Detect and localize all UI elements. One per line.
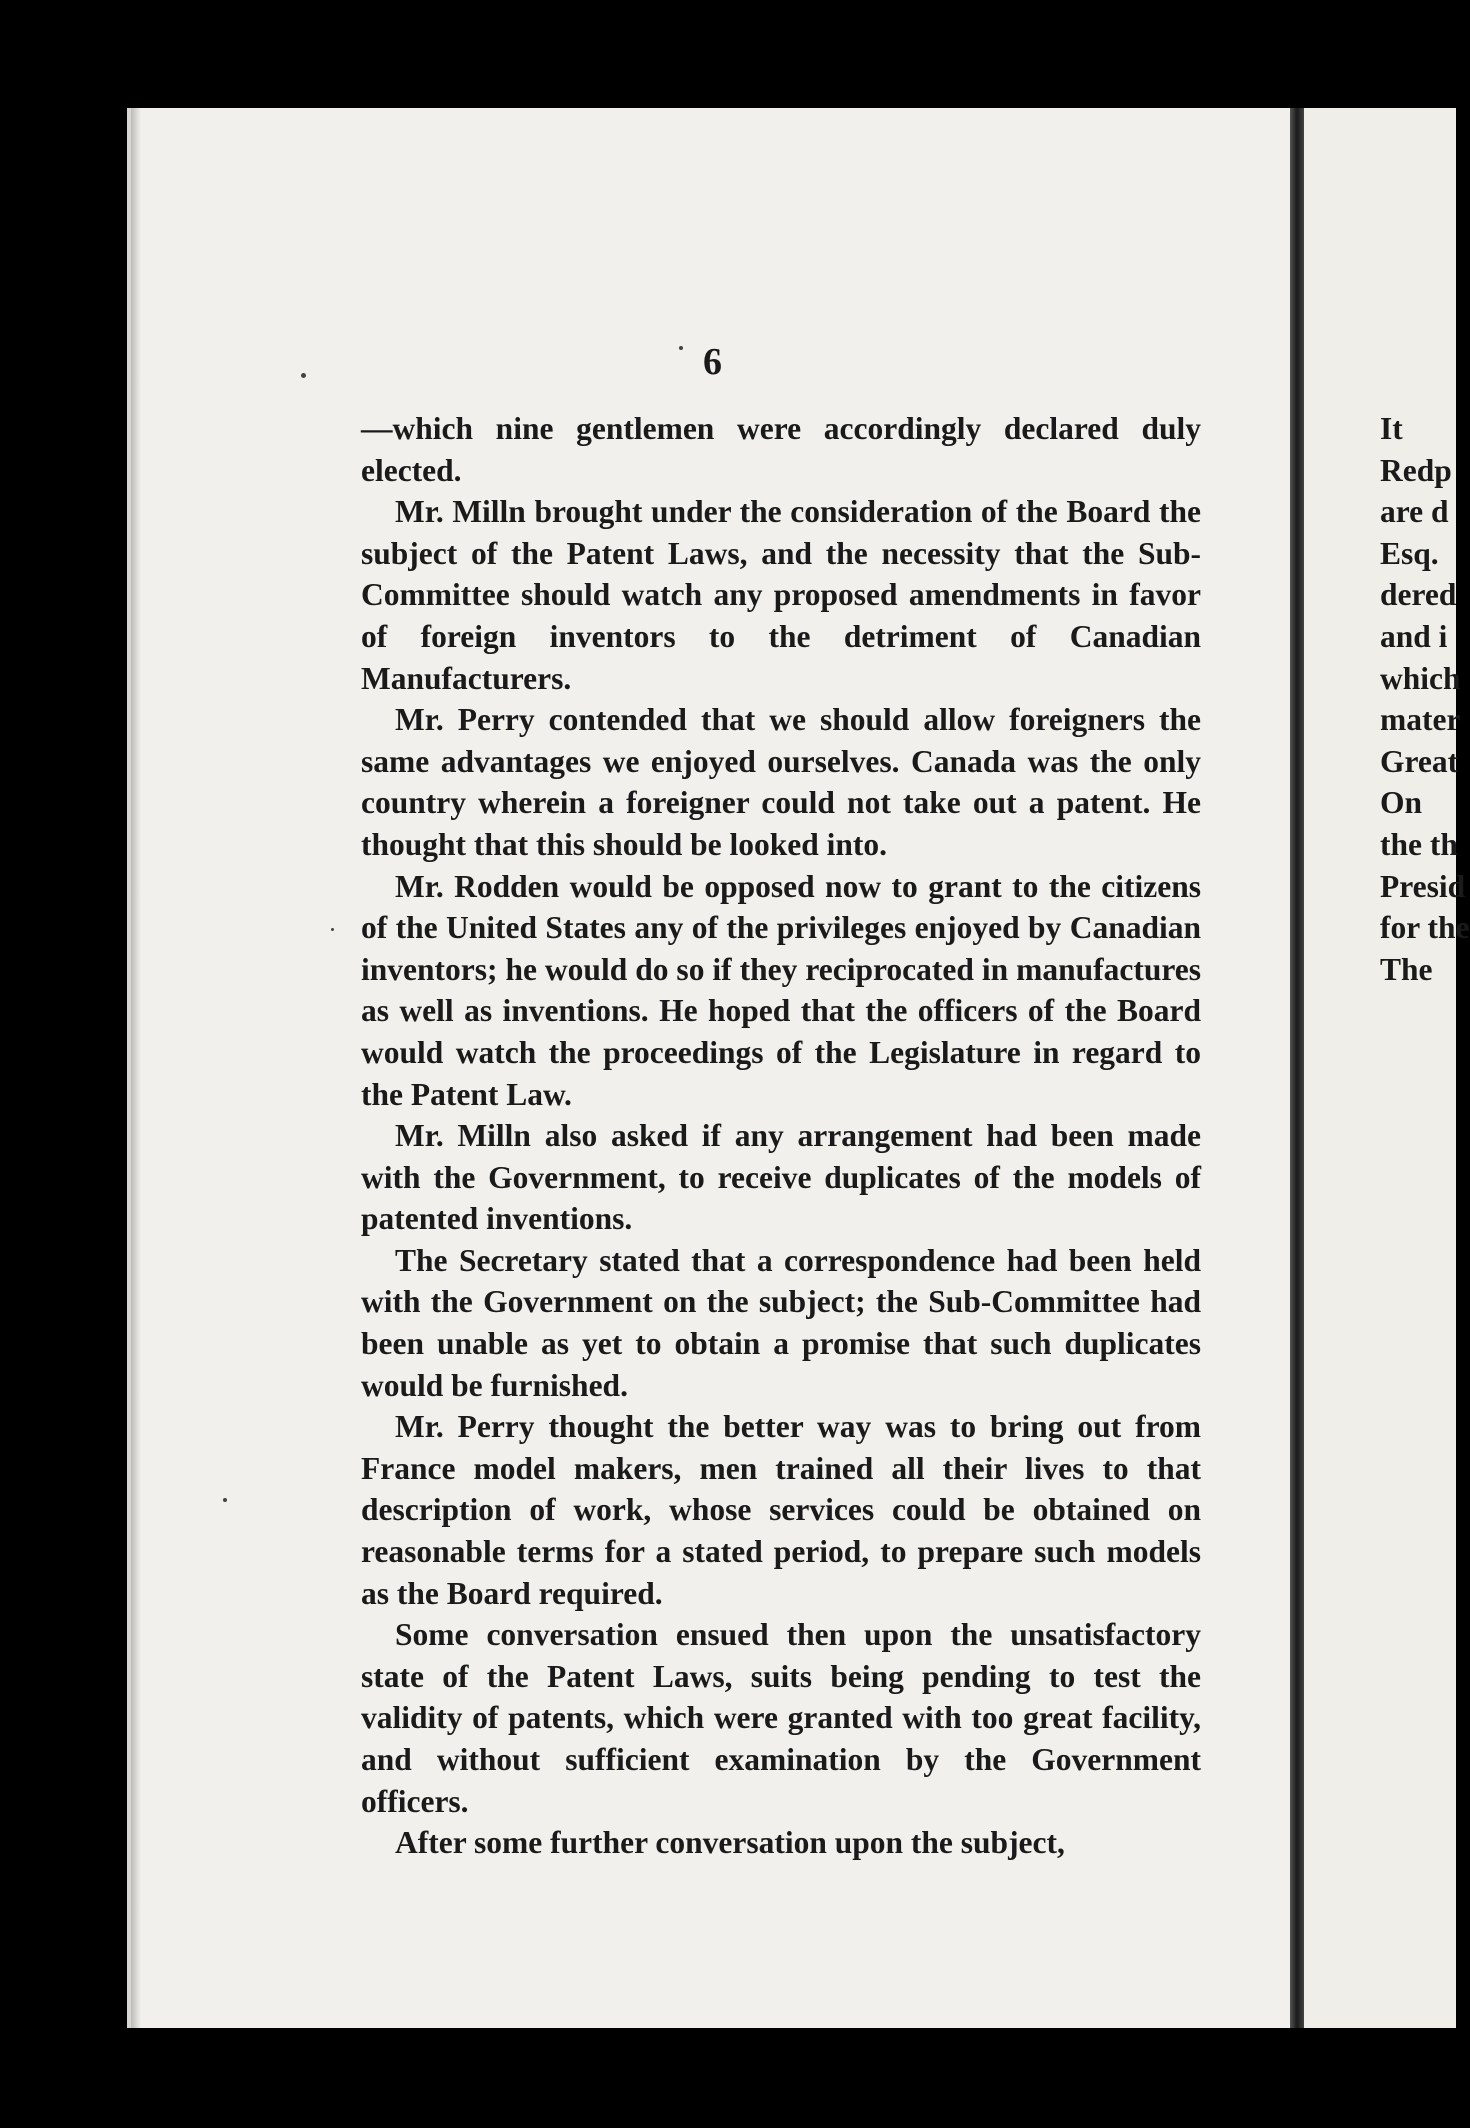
facing-page-text <box>1380 408 1470 990</box>
facing-line: dered <box>1380 577 1457 613</box>
body-text <box>361 408 1201 1864</box>
paragraph: After some further conversation upon the subject, <box>395 1825 1065 1861</box>
facing-line: Redp <box>1380 452 1452 488</box>
facing-line: The <box>1380 951 1433 987</box>
paragraph: Some conversation ensued then upon the unsatisfactory state of the Patent Laws, suits being pending to test the validity of patents, which were granted with too great facility, and without sufficient examination by the Government officers. <box>361 1617 1201 1819</box>
paragraph: Mr. Milln brought under the consideration of the Board the subject of the Patent Laws, and the necessity that the Sub-Committee should watch any proposed amendments in favor of foreign inventors to the detriment of Canadian Manufacturers. <box>361 494 1201 696</box>
facing-line: for the <box>1380 910 1470 946</box>
scan-speck <box>679 346 683 350</box>
paragraph: The Secretary stated that a correspondence had been held with the Government on the subject; the Sub-Committee had been unable as yet to obtain a promise that such duplicates would be furnished. <box>361 1242 1201 1403</box>
facing-line: It <box>1380 411 1403 446</box>
facing-page <box>1304 108 1470 2028</box>
paragraph: —which nine gentlemen were accordingly declared duly elected. <box>361 411 1201 488</box>
page-gutter <box>1290 108 1304 2028</box>
scan-speck <box>331 928 334 931</box>
facing-line: Great <box>1380 743 1459 779</box>
paragraph: Mr. Milln also asked if any arrangement had been made with the Government, to receive duplicates of the models of patented inventions. <box>361 1118 1201 1237</box>
page-number: 6 <box>703 341 723 383</box>
facing-line: On <box>1380 785 1423 821</box>
paragraph: Mr. Perry contended that we should allow foreigners the same advantages we enjoyed ourselves. Canada was the only country wherein a foreigner could not take out a patent. He thought that this should be looked into. <box>361 702 1201 862</box>
facing-line: mater <box>1380 702 1461 738</box>
paragraph: Mr. Perry thought the better way was to bring out from France model makers, men trained all their lives to that description of work, whose services could be obtained on reasonable terms for a stated period, to prepare such models as the Board required. <box>361 1409 1201 1611</box>
scan-speck <box>223 1498 227 1502</box>
facing-line: the th <box>1380 826 1458 862</box>
facing-line: Esq. <box>1380 535 1439 571</box>
facing-line: and i <box>1380 618 1448 654</box>
facing-line: which <box>1380 660 1461 696</box>
paragraph: Mr. Rodden would be opposed now to grant to the citizens of the United States any of the privileges enjoyed by Canadian inventors; he would do so if they reciprocated in manufactures as well as inventions. He hoped that the officers of the Board would watch the proceedings of the Legislature in regard to the Patent Law. <box>361 868 1201 1112</box>
scan-speck <box>301 373 306 378</box>
facing-line: are d <box>1380 494 1449 530</box>
document-page <box>127 108 1295 2028</box>
facing-line: Presid <box>1380 868 1466 904</box>
